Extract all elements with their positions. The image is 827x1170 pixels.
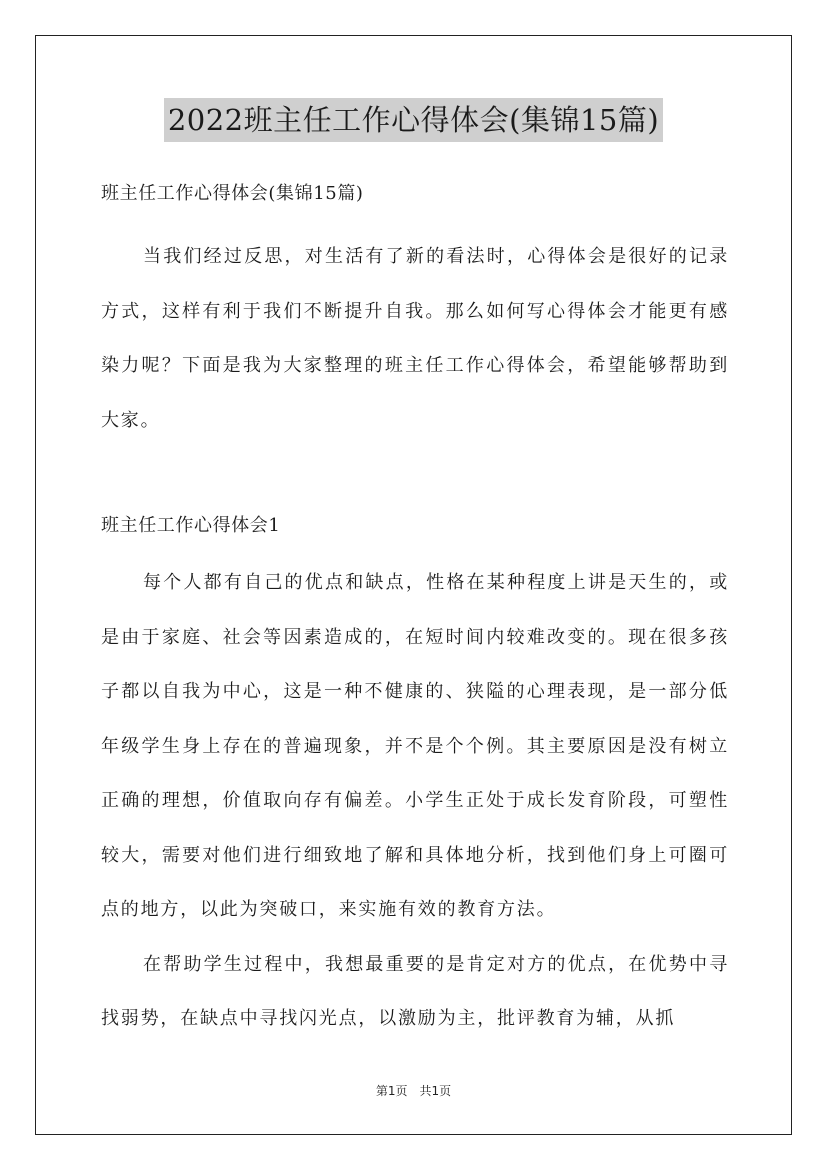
- section-heading: 班主任工作心得体会1: [101, 515, 281, 536]
- body-paragraph: 在帮助学生过程中，我想最重要的是肯定对方的优点，在优势中寻找弱势，在缺点中寻找闪光点，以激励为主，批评教育为辅，从抓: [101, 953, 729, 1029]
- page-number: 第1页 共1页: [375, 1084, 452, 1098]
- document-title: 2022班主任工作心得体会(集锦15篇): [164, 98, 663, 142]
- intro-paragraph: 当我们经过反思，对生活有了新的看法时，心得体会是很好的记录方式，这样有利于我们不断提升自我。那么如何写心得体会才能更有感染力呢？下面是我为大家整理的班主任工作心得体会，希望能够帮助到大家。: [101, 246, 729, 431]
- document-subtitle: 班主任工作心得体会(集锦15篇): [101, 183, 364, 204]
- document-body: [101, 176, 729, 1047]
- title-container: [0, 98, 827, 142]
- body-paragraph: 每个人都有自己的优点和缺点，性格在某种程度上讲是天生的，或是由于家庭、社会等因素造成的，在短时间内较难改变的。现在很多孩子都以自我为中心，这是一种不健康的、狭隘的心理表现，是一部分低年级学生身上存在的普遍现象，并不是个个例。其主要原因是没有树立正确的理想，价值取向存有偏差。小学生正处于成长发育阶段，可塑性较大，需要对他们进行细致地了解和具体地分析，找到他们身上可圈可点的地方，以此为突破口，来实施有效的教育方法。: [101, 572, 729, 920]
